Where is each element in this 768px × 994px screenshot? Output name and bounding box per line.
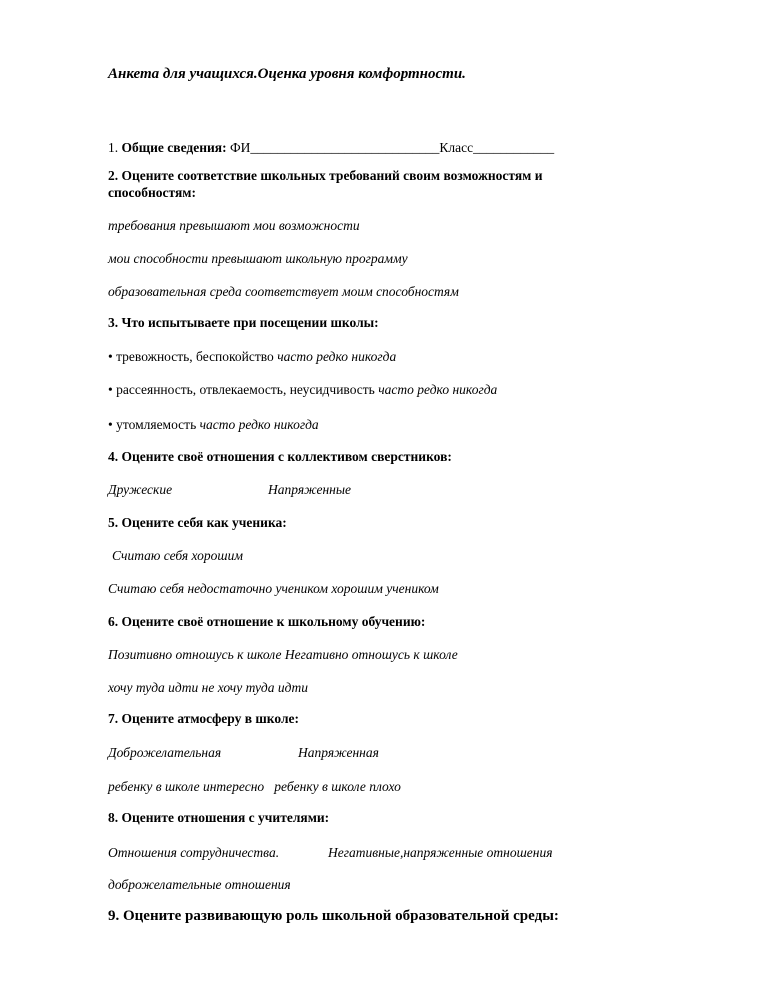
q3-item-label: утомляемость [116, 417, 197, 432]
q5-heading: 5. Оцените себя как ученика: [108, 515, 287, 530]
q7-option[interactable]: ребенку в школе интересно ребенку в школе плохо [108, 779, 401, 794]
q2-heading-cont: способностям: [108, 185, 196, 200]
q1-label: Общие сведения: [121, 140, 227, 155]
q8-option[interactable]: доброжелательные отношения [108, 877, 291, 892]
bullet-icon: • [108, 382, 113, 397]
q4-option[interactable]: Дружеские [108, 482, 173, 497]
q3-item [108, 381, 497, 398]
q4-option[interactable]: Напряженные [268, 482, 351, 497]
q6-option[interactable]: Позитивно отношусь к школе Негативно отношусь к школе [108, 647, 458, 662]
bullet-icon: • [108, 349, 113, 364]
q3-item [108, 416, 319, 433]
q5-option[interactable]: Считаю себя хорошим [112, 548, 243, 563]
q7-option[interactable]: Напряженная [298, 745, 379, 760]
q8-option[interactable]: Негативные,напряженные отношения [328, 845, 553, 860]
q8-heading: 8. Оцените отношения с учителями: [108, 810, 330, 825]
q7-option[interactable]: Доброжелательная [108, 745, 222, 760]
q1-line [108, 139, 554, 156]
q6-option[interactable]: хочу туда идти не хочу туда идти [108, 680, 308, 695]
q7-heading: 7. Оцените атмосферу в школе: [108, 711, 300, 726]
q3-item [108, 348, 396, 365]
q2-option[interactable]: мои способности превышают школьную программу [108, 251, 408, 266]
q4-heading: 4. Оцените своё отношения с коллективом сверстников: [108, 449, 452, 464]
q3-item-label: рассеянность, отвлекаемость, неусидчивость [116, 382, 375, 397]
fi-blank[interactable]: ____________________________ [250, 140, 440, 155]
q3-item-label: тревожность, беспокойство [116, 349, 274, 364]
q5-option[interactable]: Считаю себя недостаточно учеником хорошим учеником [108, 581, 439, 596]
q2-option[interactable]: требования превышают мои возможности [108, 218, 360, 233]
q3-scale[interactable]: часто редко никогда [378, 382, 498, 397]
q6-heading: 6. Оцените своё отношение к школьному обучению: [108, 614, 426, 629]
q8-option[interactable]: Отношения сотрудничества. [108, 845, 280, 860]
class-label: Класс [439, 140, 474, 155]
q2-option[interactable]: образовательная среда соответствует моим способностям [108, 284, 459, 299]
q3-scale[interactable]: часто редко никогда [199, 417, 319, 432]
bullet-icon: • [108, 417, 113, 432]
q1-number: 1. [108, 140, 119, 155]
q2-heading: 2. Оцените соответствие школьных требований своим возможностям и [108, 168, 543, 183]
q3-heading: 3. Что испытываете при посещении школы: [108, 315, 379, 330]
fi-label: ФИ [229, 140, 251, 155]
q3-scale[interactable]: часто редко никогда [277, 349, 397, 364]
q9-heading: 9. Оцените развивающую роль школьной образовательной среды: [108, 908, 559, 924]
class-blank[interactable]: ____________ [473, 140, 555, 155]
page-title: Анкета для учащихся.Оценка уровня комфортности. [108, 66, 466, 82]
